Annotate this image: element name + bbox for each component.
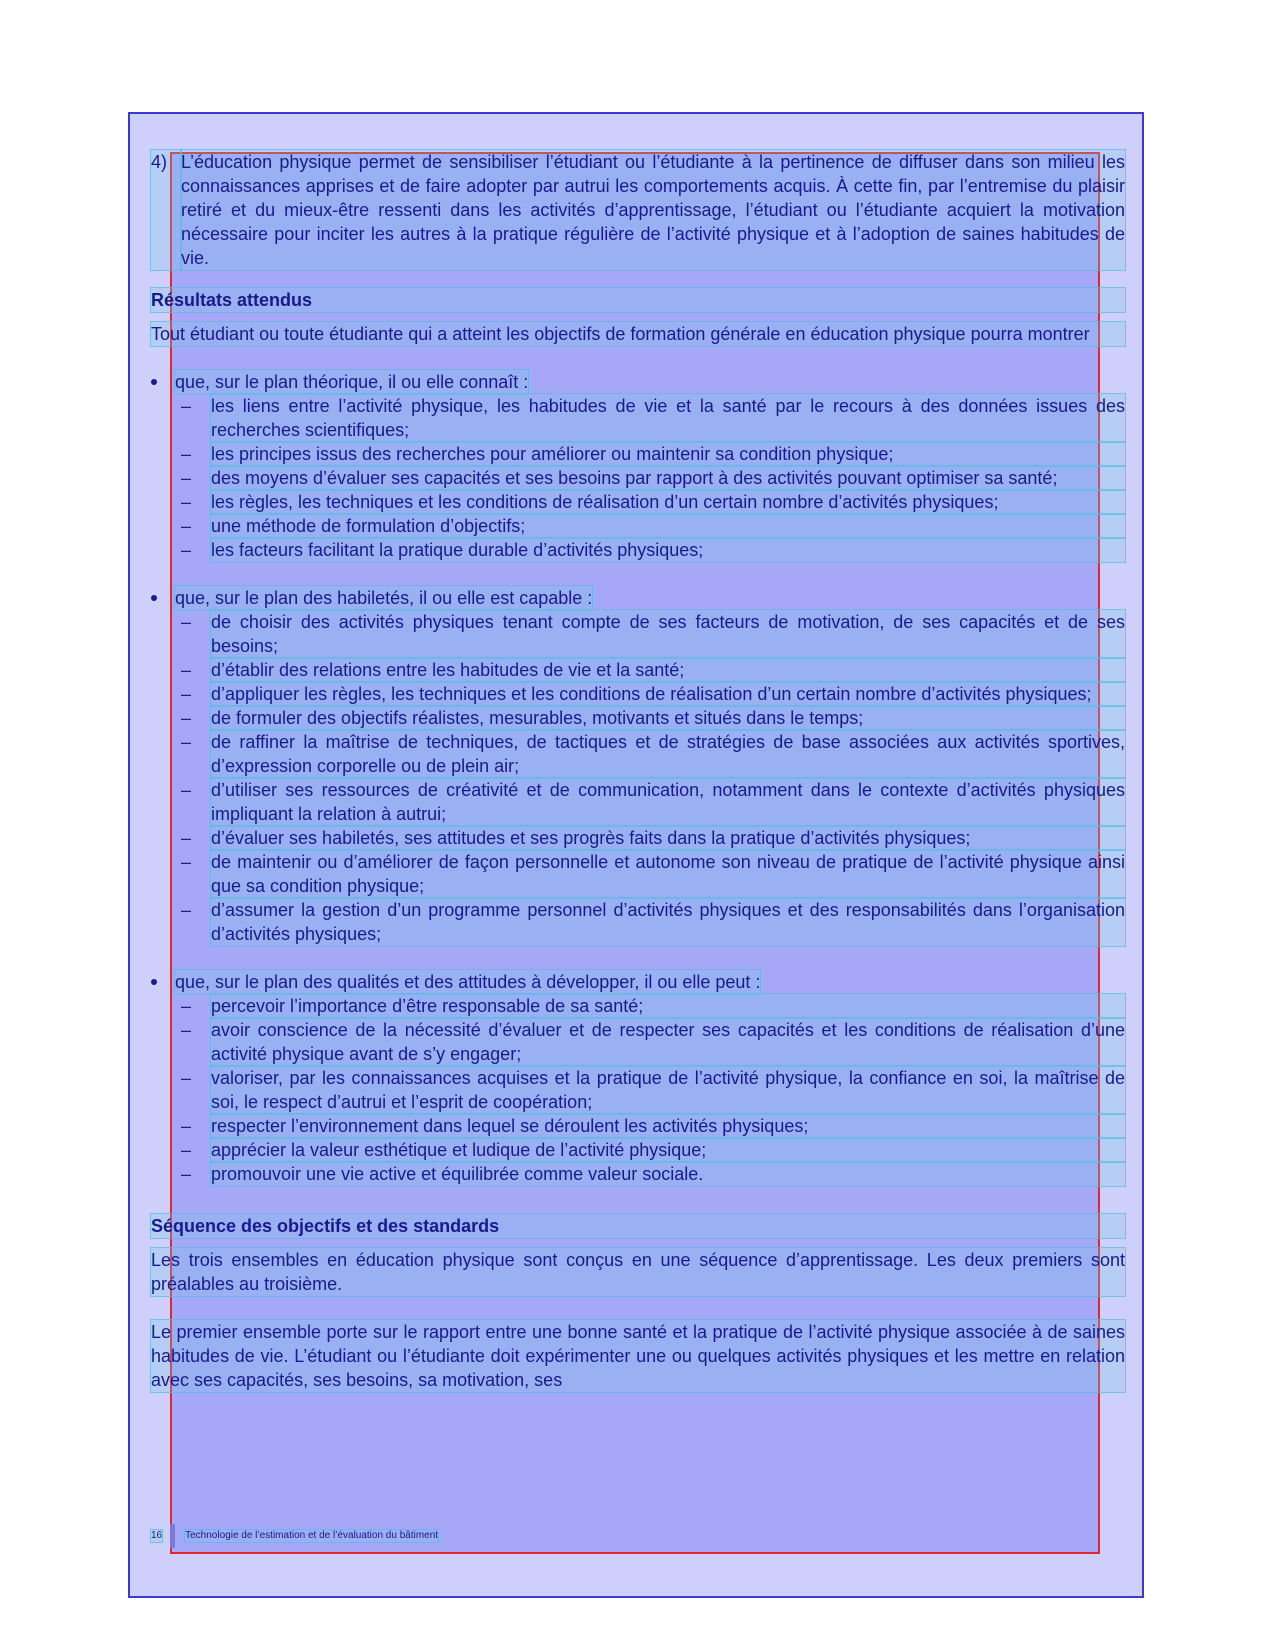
list-item: [181, 1018, 1125, 1066]
list-item-text: de choisir des activités physiques tenant compte de ses facteurs de motivation, de ses capacités et de ses besoins;: [211, 612, 1125, 656]
dash-marker: –: [181, 444, 192, 464]
dash-marker: –: [181, 732, 192, 752]
dash-marker: –: [181, 612, 192, 632]
dash-marker: –: [181, 684, 192, 704]
dash-marker: –: [181, 1164, 192, 1184]
page-footer: [151, 1524, 438, 1548]
group-lead-text: que, sur le plan des qualités et des attitudes à développer, il ou elle peut :: [175, 972, 761, 992]
dash-marker: –: [181, 1068, 192, 1088]
dash-marker: –: [181, 516, 192, 536]
list-item: [181, 1114, 1125, 1138]
group-lead-text: que, sur le plan des habiletés, il ou elle est capable :: [175, 588, 593, 608]
list-item-text: respecter l’environnement dans lequel se déroulent les activités physiques;: [211, 1114, 1125, 1138]
dash-marker: –: [181, 396, 192, 416]
list-item: [181, 1138, 1125, 1162]
list-item: [181, 490, 1125, 514]
list-item: [181, 706, 1125, 730]
list-item: [181, 682, 1125, 706]
sequence-heading: Séquence des objectifs et des standards: [151, 1214, 1125, 1238]
list-item: [181, 826, 1125, 850]
dash-marker: –: [181, 468, 192, 488]
results-group-attitudes: [151, 970, 1125, 1186]
list-item-text: de maintenir ou d’améliorer de façon personnelle et autonome son niveau de pratique de l’activité physique ainsi que sa condition physique;: [211, 852, 1125, 896]
dash-marker: –: [181, 660, 192, 680]
list-item-text: les règles, les techniques et les conditions de réalisation d’un certain nombre d’activités physiques;: [211, 490, 1125, 514]
footer-title: Technologie de l’estimation et de l’évaluation du bâtiment: [185, 1530, 439, 1541]
group-lead: [151, 586, 1125, 610]
dash-marker: –: [181, 540, 192, 560]
dash-marker: –: [181, 900, 192, 920]
list-item: [181, 514, 1125, 538]
list-item-text: des moyens d’évaluer ses capacités et ses besoins par rapport à des activités pouvant optimiser sa santé;: [211, 466, 1125, 490]
list-item-text: de formuler des objectifs réalistes, mesurables, motivants et situés dans le temps;: [211, 706, 1125, 730]
bullet-icon: [151, 979, 157, 985]
skills-list: [151, 610, 1125, 946]
list-item: [181, 778, 1125, 826]
dash-marker: –: [181, 1140, 192, 1160]
list-item: [181, 538, 1125, 562]
group-lead: [151, 970, 1125, 994]
objective-4-paragraph: [151, 150, 1125, 270]
results-group-skills: [151, 586, 1125, 946]
list-item-text: de raffiner la maîtrise de techniques, de tactiques et de stratégies de base associées aux activités sportives, d’expression corporelle ou de plein air;: [211, 732, 1125, 776]
document-page: [151, 150, 1125, 1392]
list-item: [181, 994, 1125, 1018]
list-item-text: d’établir des relations entre les habitudes de vie et la santé;: [211, 658, 1125, 682]
list-item: [181, 394, 1125, 442]
sequence-paragraph-2: Le premier ensemble porte sur le rapport entre une bonne santé et la pratique de l’activité physique associée à de saines habitudes de vie. L’étudiant ou l’étudiante doit expérimenter une ou quelques activités physiques et les mettre en relation avec ses capacités, ses besoins, sa motivation, ses: [151, 1322, 1125, 1390]
list-item-text: les principes issus des recherches pour améliorer ou maintenir sa condition physique;: [211, 442, 1125, 466]
group-lead: [151, 370, 1125, 394]
list-item-text: percevoir l’importance d’être responsable de sa santé;: [211, 994, 1125, 1018]
list-item: [181, 442, 1125, 466]
dash-marker: –: [181, 852, 192, 872]
list-item-text: d’appliquer les règles, les techniques et les conditions de réalisation d’un certain nombre d’activités physiques;: [211, 682, 1125, 706]
bullet-icon: [151, 595, 157, 601]
list-item-text: d’assumer la gestion d’un programme personnel d’activités physiques et des responsabilités dans l’organisation d’activités physiques;: [211, 900, 1125, 944]
dash-marker: –: [181, 1116, 192, 1136]
list-item: [181, 730, 1125, 778]
list-item: [181, 1066, 1125, 1114]
list-item-text: valoriser, par les connaissances acquises et la pratique de l’activité physique, la confiance en soi, la maîtrise de soi, le respect d’autrui et l’esprit de coopération;: [211, 1068, 1125, 1112]
list-item: [181, 1162, 1125, 1186]
dash-marker: –: [181, 828, 192, 848]
dash-marker: –: [181, 780, 192, 800]
dash-marker: –: [181, 492, 192, 512]
list-item-text: apprécier la valeur esthétique et ludique de l’activité physique;: [211, 1138, 1125, 1162]
list-item-text: d’évaluer ses habiletés, ses attitudes et ses progrès faits dans la pratique d’activités physiques;: [211, 826, 1125, 850]
list-item-text: avoir conscience de la nécessité d’évaluer et de respecter ses capacités et les conditions de réalisation d’une activité physique avant de s’y engager;: [211, 1020, 1125, 1064]
list-item: [181, 658, 1125, 682]
group-lead-text: que, sur le plan théorique, il ou elle connaît :: [175, 372, 529, 392]
sequence-paragraph-1: Les trois ensembles en éducation physique sont conçus en une séquence d’apprentissage. Les deux premiers sont préalables au troisième.: [151, 1250, 1125, 1294]
list-item: [181, 850, 1125, 898]
list-item-text: une méthode de formulation d’objectifs;: [211, 514, 1125, 538]
list-item-text: promouvoir une vie active et équilibrée comme valeur sociale.: [211, 1162, 1125, 1186]
bullet-icon: [151, 379, 157, 385]
dash-marker: –: [181, 996, 192, 1016]
dash-marker: –: [181, 1020, 192, 1040]
objective-number: 4): [151, 150, 181, 270]
list-item-text: d’utiliser ses ressources de créativité et de communication, notamment dans le contexte d’activités physiques impliquant la relation à autrui;: [211, 780, 1125, 824]
dash-marker: –: [181, 708, 192, 728]
attitudes-list: [151, 994, 1125, 1186]
list-item: [181, 610, 1125, 658]
list-item-text: les facteurs facilitant la pratique durable d’activités physiques;: [211, 538, 1125, 562]
list-item: [181, 898, 1125, 946]
results-intro: Tout étudiant ou toute étudiante qui a atteint les objectifs de formation générale en éducation physique pourra montrer: [151, 322, 1125, 346]
results-group-theory: [151, 370, 1125, 562]
objective-text: L’éducation physique permet de sensibiliser l’étudiant ou l’étudiante à la pertinence de diffuser dans son milieu les connaissances apprises et de faire adopter par autrui les comportements acquis. À cette fin, par l’entremise du plaisir retiré et du mieux-être ressenti dans les activités d’apprentissage, l’étudiant ou l’étudiante acquiert la motivation nécessaire pour inciter les autres à la pratique régulière de l’activité physique et à l’adoption de saines habitudes de vie.: [181, 152, 1125, 268]
theory-list: [151, 394, 1125, 562]
page-number: 16: [151, 1530, 163, 1541]
list-item-text: les liens entre l’activité physique, les habitudes de vie et la santé par le recours à des données issues des recherches scientifiques;: [211, 396, 1125, 440]
results-heading: Résultats attendus: [151, 288, 1125, 312]
footer-separator: [170, 1524, 175, 1548]
list-item: [181, 466, 1125, 490]
